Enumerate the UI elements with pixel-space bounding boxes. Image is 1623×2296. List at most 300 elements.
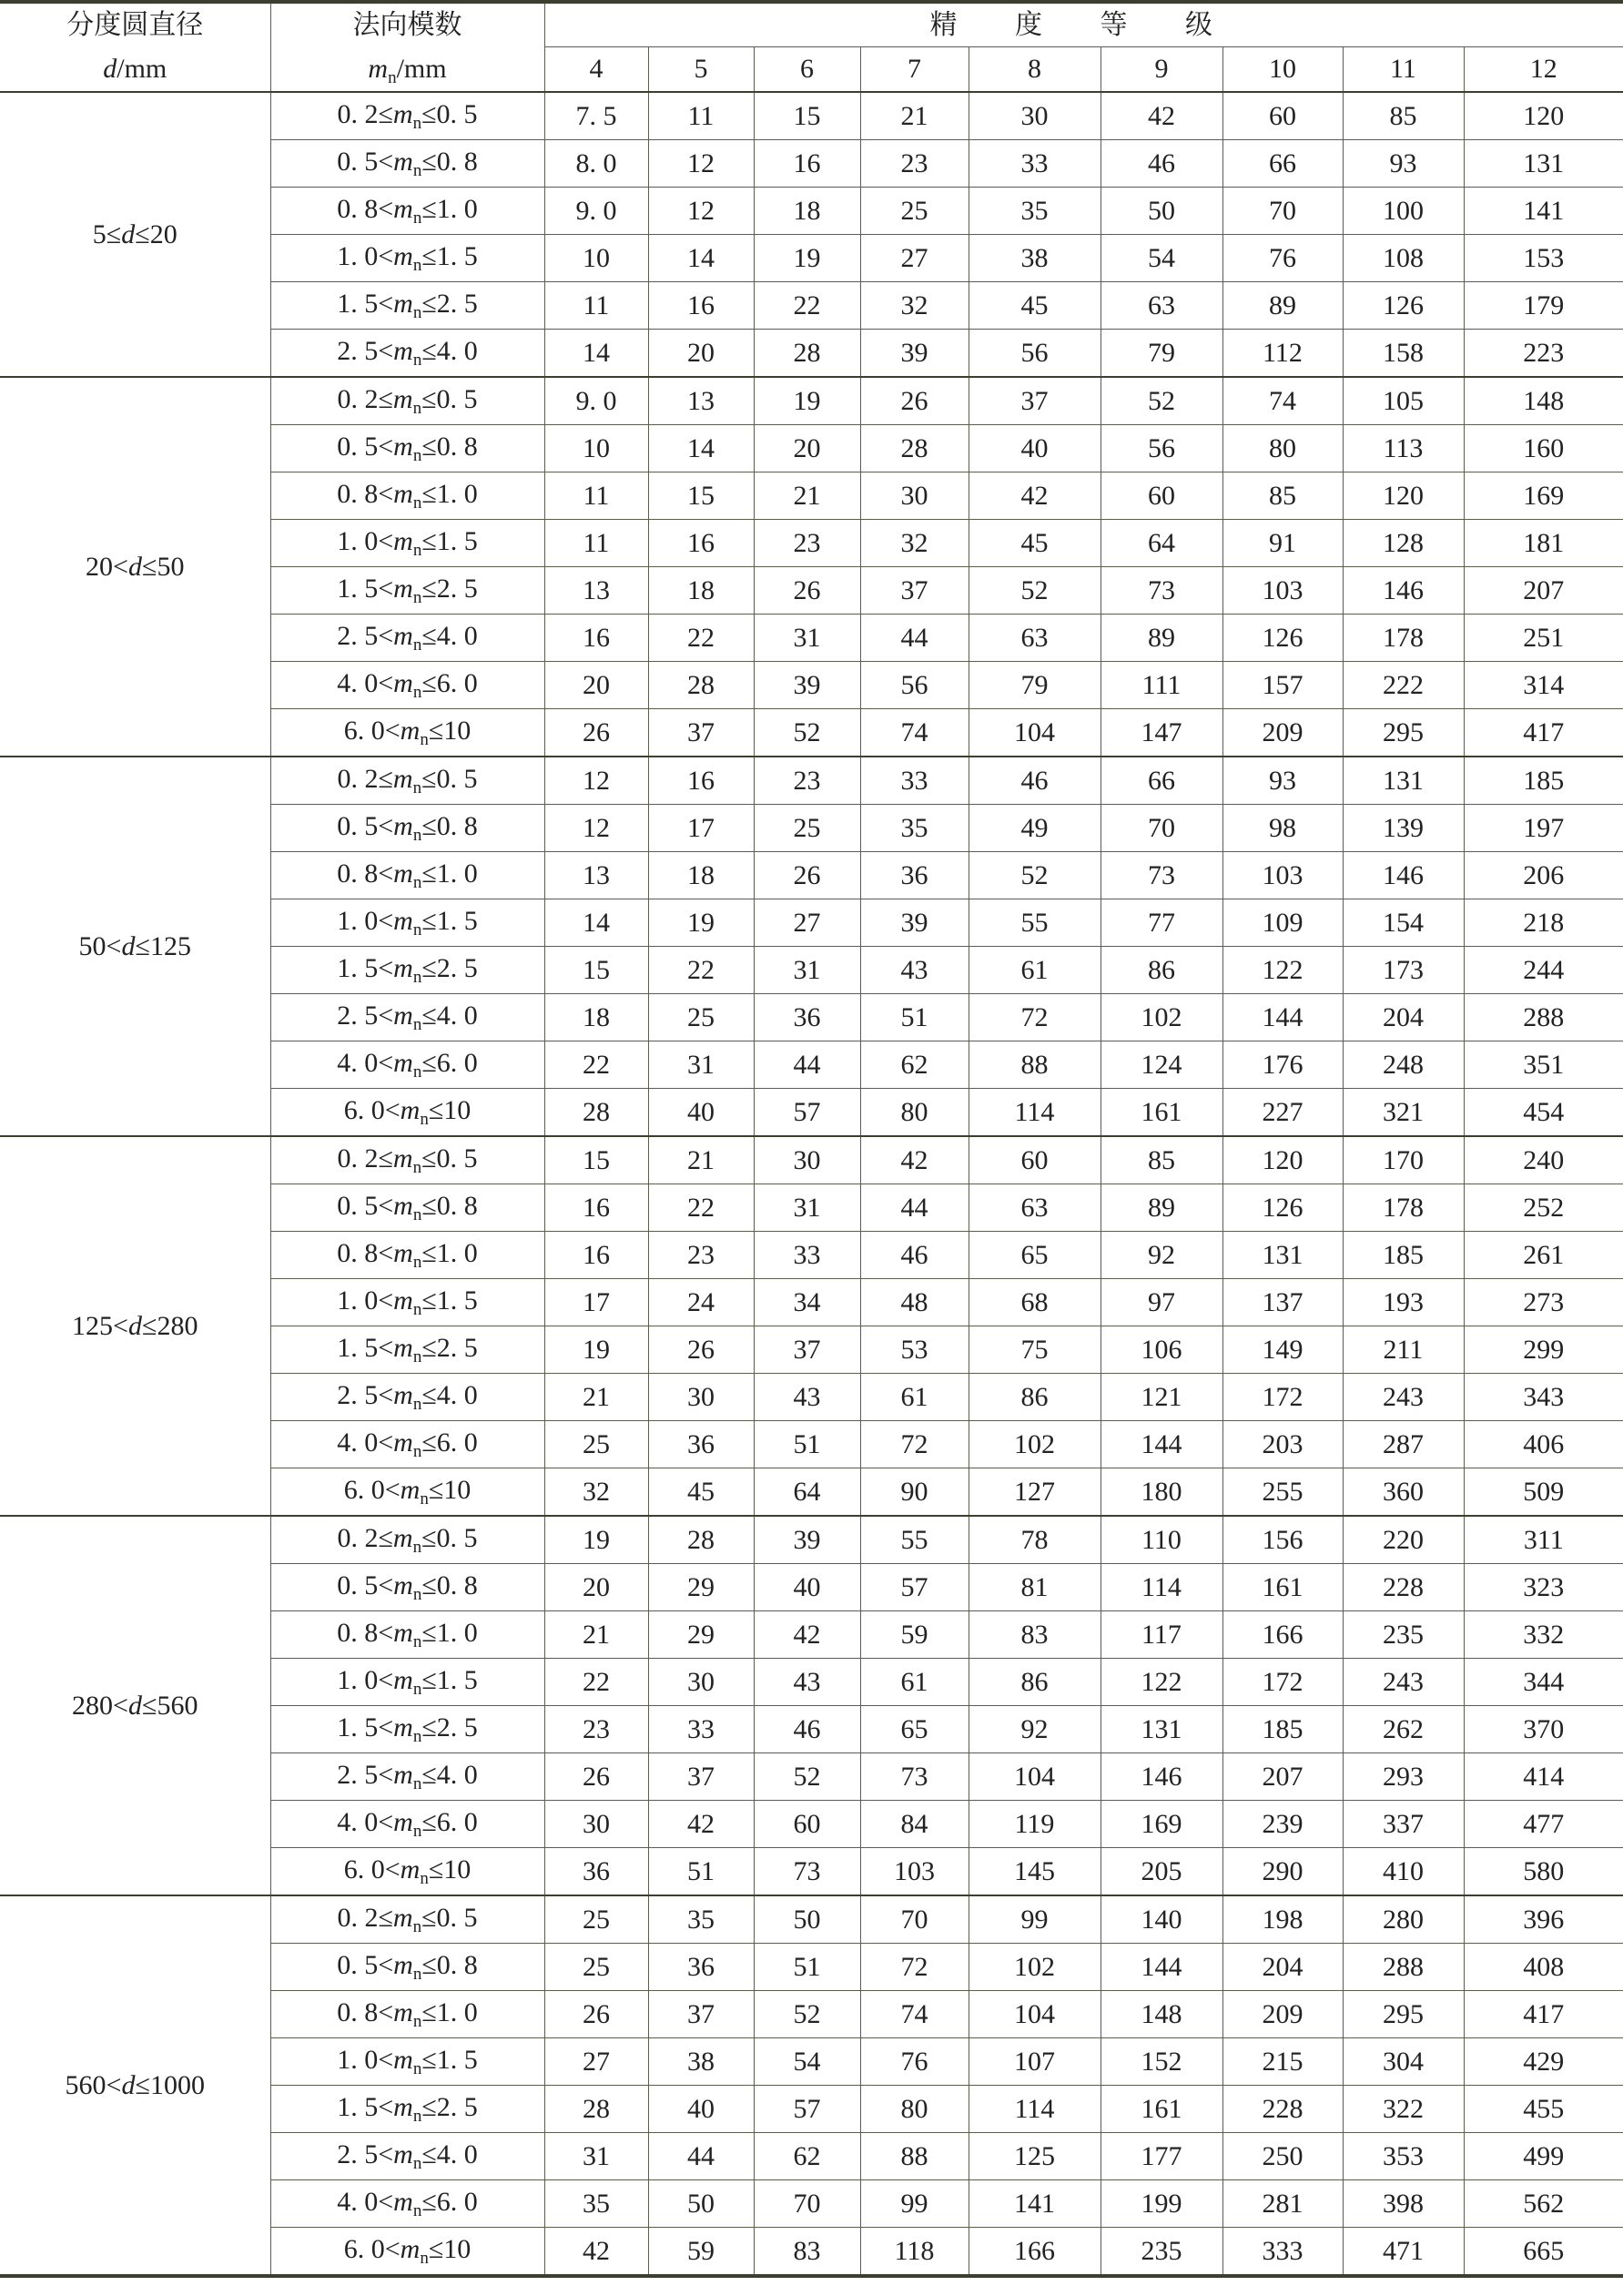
- tolerance-value: 62: [754, 2133, 860, 2180]
- module-var: m: [393, 1047, 413, 1078]
- tolerance-value: 156: [1222, 1516, 1343, 1564]
- module-var: m: [392, 1902, 413, 1933]
- tolerance-value: 44: [754, 1041, 860, 1089]
- tolerance-value: 74: [860, 1991, 969, 2038]
- tolerance-value: 114: [1101, 1564, 1222, 1611]
- module-lo: 1. 0: [337, 1285, 379, 1316]
- module-range-cell: [270, 472, 544, 520]
- module-op2: ≤: [421, 478, 437, 509]
- tolerance-value: 70: [754, 2180, 860, 2228]
- tolerance-value: 281: [1222, 2180, 1343, 2228]
- module-hi: 4. 0: [436, 335, 478, 366]
- tolerance-value: 73: [1101, 567, 1222, 615]
- tolerance-value: 261: [1464, 1232, 1623, 1279]
- module-hi: 6. 0: [436, 1047, 478, 1078]
- module-op2: ≤: [421, 573, 437, 604]
- tolerance-value: 36: [648, 1421, 754, 1468]
- tolerance-value: 40: [754, 1564, 860, 1611]
- tolerance-value: 112: [1222, 330, 1343, 378]
- tolerance-value: 11: [648, 92, 754, 140]
- diameter-op2: ≤: [141, 1690, 157, 1721]
- tolerance-value: 178: [1343, 1184, 1464, 1232]
- module-hi: 6. 0: [436, 1427, 478, 1458]
- module-lo: 0. 2: [337, 1522, 379, 1553]
- module-var: m: [393, 573, 413, 604]
- tolerance-value: 9. 0: [544, 377, 648, 425]
- module-sub: n: [412, 1204, 422, 1224]
- tolerance-value: 25: [544, 1421, 648, 1468]
- tolerance-value: 26: [544, 709, 648, 757]
- module-var: m: [393, 1664, 413, 1695]
- tolerance-value: 30: [969, 92, 1101, 140]
- tolerance-value: 102: [969, 1421, 1101, 1468]
- tolerance-value: 8. 0: [544, 140, 648, 188]
- module-op1: <: [378, 1237, 394, 1268]
- diameter-range-cell: [0, 377, 270, 757]
- module-sub: n: [412, 825, 422, 845]
- module-var: m: [393, 1759, 413, 1790]
- module-op2: ≤: [421, 240, 437, 271]
- tolerance-value: 120: [1343, 472, 1464, 520]
- diameter-op1: <: [106, 930, 122, 961]
- tolerance-value: 102: [969, 1944, 1101, 1991]
- module-range-cell: [270, 1801, 544, 1848]
- tolerance-value: 55: [969, 899, 1101, 947]
- tolerance-value: 35: [544, 2180, 648, 2228]
- diameter-op1: <: [106, 2069, 122, 2100]
- module-range-cell: [270, 1611, 544, 1659]
- tolerance-value: 42: [860, 1136, 969, 1184]
- tolerance-value: 109: [1222, 899, 1343, 947]
- tolerance-value: 28: [754, 330, 860, 378]
- module-lo: 0. 8: [337, 478, 379, 509]
- tolerance-value: 103: [1222, 567, 1343, 615]
- diameter-hi: 20: [149, 218, 178, 249]
- table-row: [0, 757, 1623, 805]
- tolerance-value: 16: [544, 1232, 648, 1279]
- tolerance-value: 255: [1222, 1468, 1343, 1517]
- module-sub: n: [412, 2153, 422, 2173]
- module-op2: ≤: [421, 431, 437, 462]
- tolerance-value: 17: [648, 805, 754, 852]
- tolerance-value: 30: [648, 1374, 754, 1421]
- module-var: m: [393, 335, 413, 366]
- tolerance-value: 154: [1343, 899, 1464, 947]
- module-sub: n: [412, 1062, 422, 1082]
- pitch-diameter-var: d: [103, 54, 117, 84]
- module-op1: <: [378, 525, 394, 556]
- tolerance-value: 7. 5: [544, 92, 648, 140]
- tolerance-value: 89: [1101, 1184, 1222, 1232]
- tolerance-value: 35: [860, 805, 969, 852]
- module-sub: n: [412, 682, 422, 702]
- module-range-cell: [270, 1944, 544, 1991]
- tolerance-value: 65: [969, 1232, 1101, 1279]
- module-op2: ≤: [421, 1237, 437, 1268]
- tolerance-value: 30: [544, 1801, 648, 1848]
- module-op2: ≤: [421, 1285, 437, 1316]
- module-lo: 4. 0: [337, 1806, 379, 1837]
- module-sub: n: [412, 493, 422, 513]
- tolerance-value: 417: [1464, 709, 1623, 757]
- tolerance-value: 311: [1464, 1516, 1623, 1564]
- tolerance-value: 12: [544, 757, 648, 805]
- tolerance-value: 57: [754, 2086, 860, 2133]
- tolerance-value: 89: [1222, 282, 1343, 330]
- module-sub: n: [412, 1679, 422, 1699]
- module-range-cell: [270, 1232, 544, 1279]
- tolerance-value: 72: [860, 1421, 969, 1468]
- module-lo: 0. 8: [337, 1237, 379, 1268]
- module-op1: <: [378, 1712, 394, 1742]
- module-range-cell: [270, 1279, 544, 1326]
- tolerance-value: 25: [648, 994, 754, 1041]
- tolerance-value: 295: [1343, 709, 1464, 757]
- tolerance-value: 46: [754, 1706, 860, 1753]
- module-op2: ≤: [428, 1094, 444, 1125]
- module-lo: 2. 5: [337, 1759, 379, 1790]
- module-range-cell: [270, 615, 544, 662]
- tolerance-value: 406: [1464, 1421, 1623, 1468]
- tolerance-value: 121: [1101, 1374, 1222, 1421]
- tolerance-value: 97: [1101, 1279, 1222, 1326]
- tolerance-value: 91: [1222, 520, 1343, 567]
- diameter-range-cell: [0, 1136, 270, 1516]
- module-sub: n: [412, 872, 422, 892]
- diameter-lo: 5: [92, 218, 107, 249]
- tolerance-value: 70: [1222, 188, 1343, 235]
- tolerance-value: 25: [754, 805, 860, 852]
- module-range-cell: [270, 662, 544, 709]
- table-row: [0, 92, 1623, 140]
- tolerance-value: 120: [1222, 1136, 1343, 1184]
- tolerance-value: 273: [1464, 1279, 1623, 1326]
- module-sub: n: [412, 255, 422, 275]
- diameter-op2: ≤: [135, 930, 150, 961]
- module-range-cell: [270, 282, 544, 330]
- module-hi: 1. 5: [436, 905, 478, 936]
- module-op1: <: [378, 1332, 394, 1363]
- grade-header: 9: [1101, 47, 1222, 93]
- tolerance-value: 57: [754, 1089, 860, 1137]
- diameter-range-cell: [0, 757, 270, 1136]
- module-range-cell: [270, 1848, 544, 1896]
- module-var: m: [393, 858, 413, 889]
- module-range-cell: [270, 425, 544, 472]
- module-var: m: [393, 667, 413, 698]
- module-lo: 0. 8: [337, 1996, 379, 2027]
- module-op1: <: [378, 1664, 394, 1695]
- tolerance-value: 148: [1464, 377, 1623, 425]
- tolerance-value: 169: [1101, 1801, 1222, 1848]
- module-range-cell: [270, 1753, 544, 1801]
- tolerance-value: 169: [1464, 472, 1623, 520]
- module-range-cell: [270, 330, 544, 378]
- tolerance-value: 84: [860, 1801, 969, 1848]
- module-hi: 10: [443, 1854, 472, 1885]
- module-op2: ≤: [421, 1332, 437, 1363]
- tolerance-value: 185: [1464, 757, 1623, 805]
- module-range-cell: [270, 567, 544, 615]
- module-var: m: [393, 1285, 413, 1316]
- tolerance-value: 173: [1343, 947, 1464, 994]
- module-op2: ≤: [421, 98, 437, 129]
- module-op1: <: [378, 240, 394, 271]
- module-sub: n: [412, 1299, 422, 1319]
- module-op2: ≤: [421, 288, 437, 319]
- module-hi: 0. 5: [436, 98, 478, 129]
- tolerance-value: 207: [1464, 567, 1623, 615]
- tolerance-value: 509: [1464, 1468, 1623, 1517]
- tolerance-value: 19: [754, 377, 860, 425]
- tolerance-value: 125: [969, 2133, 1101, 2180]
- module-op1: <: [378, 2091, 394, 2122]
- table-row: [0, 1136, 1623, 1184]
- tolerance-value: 61: [860, 1374, 969, 1421]
- module-range-cell: [270, 1089, 544, 1137]
- tolerance-value: 80: [860, 1089, 969, 1137]
- module-op2: ≤: [421, 1427, 437, 1458]
- module-var: m: [393, 525, 413, 556]
- tolerance-value: 22: [544, 1659, 648, 1706]
- module-range-cell: [270, 899, 544, 947]
- module-lo: 4. 0: [337, 667, 379, 698]
- tolerance-value: 18: [544, 994, 648, 1041]
- tolerance-value: 25: [544, 1895, 648, 1944]
- tolerance-value: 33: [648, 1706, 754, 1753]
- module-op1: <: [384, 1094, 401, 1125]
- diameter-range-cell: [0, 1895, 270, 2276]
- tolerance-value: 20: [648, 330, 754, 378]
- tolerance-value: 33: [860, 757, 969, 805]
- tolerance-value: 36: [544, 1848, 648, 1896]
- module-op2: ≤: [421, 1664, 437, 1695]
- module-op1: <: [384, 1854, 401, 1885]
- tolerance-value: 20: [544, 1564, 648, 1611]
- tolerance-value: 104: [969, 709, 1101, 757]
- tolerance-value: 73: [860, 1753, 969, 1801]
- diameter-lo: 125: [72, 1310, 114, 1341]
- tolerance-value: 243: [1343, 1659, 1464, 1706]
- tolerance-value: 290: [1222, 1848, 1343, 1896]
- tolerance-value: 562: [1464, 2180, 1623, 2228]
- tolerance-value: 29: [648, 1611, 754, 1659]
- tolerance-value: 27: [754, 899, 860, 947]
- diameter-range-cell: [0, 1516, 270, 1895]
- module-sub: n: [412, 1584, 422, 1604]
- accuracy-grade-header: 精 度 等 级: [544, 2, 1623, 47]
- module-op2: ≤: [428, 715, 444, 746]
- tolerance-value: 100: [1343, 188, 1464, 235]
- module-sub: n: [412, 1252, 422, 1272]
- module-var: m: [393, 1237, 413, 1268]
- tolerance-value: 44: [648, 2133, 754, 2180]
- tolerance-value: 185: [1222, 1706, 1343, 1753]
- tolerance-value: 70: [1101, 805, 1222, 852]
- tolerance-value: 131: [1464, 140, 1623, 188]
- diameter-hi: 280: [157, 1310, 198, 1341]
- module-op1: <: [378, 905, 394, 936]
- tolerance-value: 180: [1101, 1468, 1222, 1517]
- module-var: m: [393, 1000, 413, 1031]
- module-sub: n: [412, 1773, 422, 1793]
- module-op1: <: [378, 1285, 394, 1316]
- module-op2: ≤: [421, 2091, 437, 2122]
- tolerance-value: 178: [1343, 615, 1464, 662]
- tolerance-value: 99: [860, 2180, 969, 2228]
- diameter-lo: 50: [78, 930, 107, 961]
- tolerance-value: 107: [969, 2038, 1101, 2086]
- tolerance-value: 39: [754, 1516, 860, 1564]
- tolerance-value: 23: [860, 140, 969, 188]
- module-sub: n: [420, 1109, 429, 1129]
- tolerance-value: 86: [1101, 947, 1222, 994]
- tolerance-value: 16: [544, 1184, 648, 1232]
- tolerance-value: 337: [1343, 1801, 1464, 1848]
- tolerance-value: 235: [1343, 1611, 1464, 1659]
- tolerance-value: 111: [1101, 662, 1222, 709]
- tolerance-value: 31: [754, 947, 860, 994]
- tolerance-value: 144: [1101, 1944, 1222, 1991]
- module-sub: n: [412, 2106, 422, 2126]
- module-range-cell: [270, 2086, 544, 2133]
- module-hi: 0. 8: [436, 1570, 478, 1600]
- module-range-cell: [270, 1706, 544, 1753]
- module-op2: ≤: [428, 2233, 444, 2264]
- tolerance-value: 477: [1464, 1801, 1623, 1848]
- module-lo: 2. 5: [337, 335, 379, 366]
- tolerance-value: 52: [969, 567, 1101, 615]
- tolerance-value: 19: [544, 1516, 648, 1564]
- tolerance-value: 153: [1464, 235, 1623, 282]
- tolerance-value: 353: [1343, 2133, 1464, 2180]
- module-range-cell: [270, 852, 544, 899]
- tolerance-value: 205: [1101, 1848, 1222, 1896]
- tolerance-value: 50: [1101, 188, 1222, 235]
- tolerance-value: 126: [1222, 615, 1343, 662]
- module-range-cell: [270, 2038, 544, 2086]
- module-lo: 0. 5: [337, 146, 379, 177]
- module-hi: 4. 0: [436, 620, 478, 651]
- tolerance-value: 144: [1101, 1421, 1222, 1468]
- tolerance-value: 72: [860, 1944, 969, 1991]
- tolerance-value: 105: [1343, 377, 1464, 425]
- module-lo: 6. 0: [343, 1474, 385, 1505]
- module-hi: 0. 8: [436, 146, 478, 177]
- module-var: m: [400, 715, 421, 746]
- module-var: m: [393, 288, 413, 319]
- module-hi: 0. 8: [436, 810, 478, 841]
- tolerance-value: 88: [969, 1041, 1101, 1089]
- module-op1: <: [378, 952, 394, 983]
- module-op1: ≤: [378, 1143, 393, 1173]
- tolerance-value: 13: [544, 852, 648, 899]
- tolerance-value: 63: [969, 1184, 1101, 1232]
- module-lo: 1. 5: [337, 1712, 379, 1742]
- diameter-op1: <: [113, 1310, 128, 1341]
- tolerance-value: 35: [648, 1895, 754, 1944]
- grade-header: 6: [754, 47, 860, 93]
- module-hi: 10: [443, 2233, 472, 2264]
- tolerance-value: 85: [1343, 92, 1464, 140]
- tolerance-value: 45: [969, 282, 1101, 330]
- diameter-op1: ≤: [106, 218, 122, 249]
- tolerance-value: 25: [544, 1944, 648, 1991]
- tolerance-value: 25: [860, 188, 969, 235]
- module-var: m: [393, 431, 413, 462]
- module-op1: <: [378, 1427, 394, 1458]
- tolerance-value: 51: [754, 1944, 860, 1991]
- diameter-lo: 280: [72, 1690, 114, 1721]
- module-op2: ≤: [421, 1570, 437, 1600]
- module-range-cell: [270, 947, 544, 994]
- tolerance-value: 166: [1222, 1611, 1343, 1659]
- tolerance-value: 28: [860, 425, 969, 472]
- module-var: m: [393, 193, 413, 224]
- normal-module-sub: n: [388, 68, 397, 87]
- tolerance-value: 228: [1222, 2086, 1343, 2133]
- tolerance-value: 99: [969, 1895, 1101, 1944]
- tolerance-value: 414: [1464, 1753, 1623, 1801]
- tolerance-value: 228: [1343, 1564, 1464, 1611]
- module-var: m: [392, 763, 413, 794]
- tolerance-value: 37: [754, 1326, 860, 1374]
- module-lo: 4. 0: [337, 1047, 379, 1078]
- module-op2: ≤: [428, 1854, 444, 1885]
- tolerance-value: 18: [754, 188, 860, 235]
- module-op2: ≤: [421, 1000, 437, 1031]
- tolerance-value: 61: [969, 947, 1101, 994]
- tolerance-value: 19: [648, 899, 754, 947]
- module-sub: n: [412, 1394, 422, 1414]
- pitch-diameter-unit: /mm: [117, 54, 167, 84]
- tolerance-value: 166: [969, 2228, 1101, 2277]
- module-var: m: [393, 2091, 413, 2122]
- module-hi: 2. 5: [436, 1332, 478, 1363]
- tolerance-value: 455: [1464, 2086, 1623, 2133]
- tolerance-value: 199: [1101, 2180, 1222, 2228]
- pitch-diameter-title: 分度圆直径: [66, 10, 204, 40]
- tolerance-value: 44: [860, 1184, 969, 1232]
- module-hi: 6. 0: [436, 2186, 478, 2217]
- module-lo: 6. 0: [343, 1854, 385, 1885]
- tolerance-value: 21: [754, 472, 860, 520]
- module-hi: 1. 5: [436, 1285, 478, 1316]
- tolerance-value: 60: [754, 1801, 860, 1848]
- tolerance-value: 117: [1101, 1611, 1222, 1659]
- tolerance-value: 80: [860, 2086, 969, 2133]
- tolerance-value: 57: [860, 1564, 969, 1611]
- tolerance-value: 15: [754, 92, 860, 140]
- tolerance-value: 68: [969, 1279, 1101, 1326]
- normal-module-title: 法向模数: [352, 10, 462, 40]
- module-hi: 0. 8: [436, 431, 478, 462]
- tolerance-value: 62: [860, 1041, 969, 1089]
- diameter-op2: ≤: [141, 551, 157, 582]
- module-hi: 4. 0: [436, 1000, 478, 1031]
- tolerance-value: 31: [544, 2133, 648, 2180]
- table-body: [0, 92, 1623, 2276]
- module-var: m: [400, 1474, 421, 1505]
- module-sub: n: [412, 587, 422, 607]
- module-var: m: [393, 1427, 413, 1458]
- diameter-hi: 125: [149, 930, 191, 961]
- tolerance-value: 33: [754, 1232, 860, 1279]
- module-var: m: [393, 1806, 413, 1837]
- tolerance-value: 252: [1464, 1184, 1623, 1232]
- diameter-op1: <: [113, 1690, 128, 1721]
- tolerance-value: 38: [969, 235, 1101, 282]
